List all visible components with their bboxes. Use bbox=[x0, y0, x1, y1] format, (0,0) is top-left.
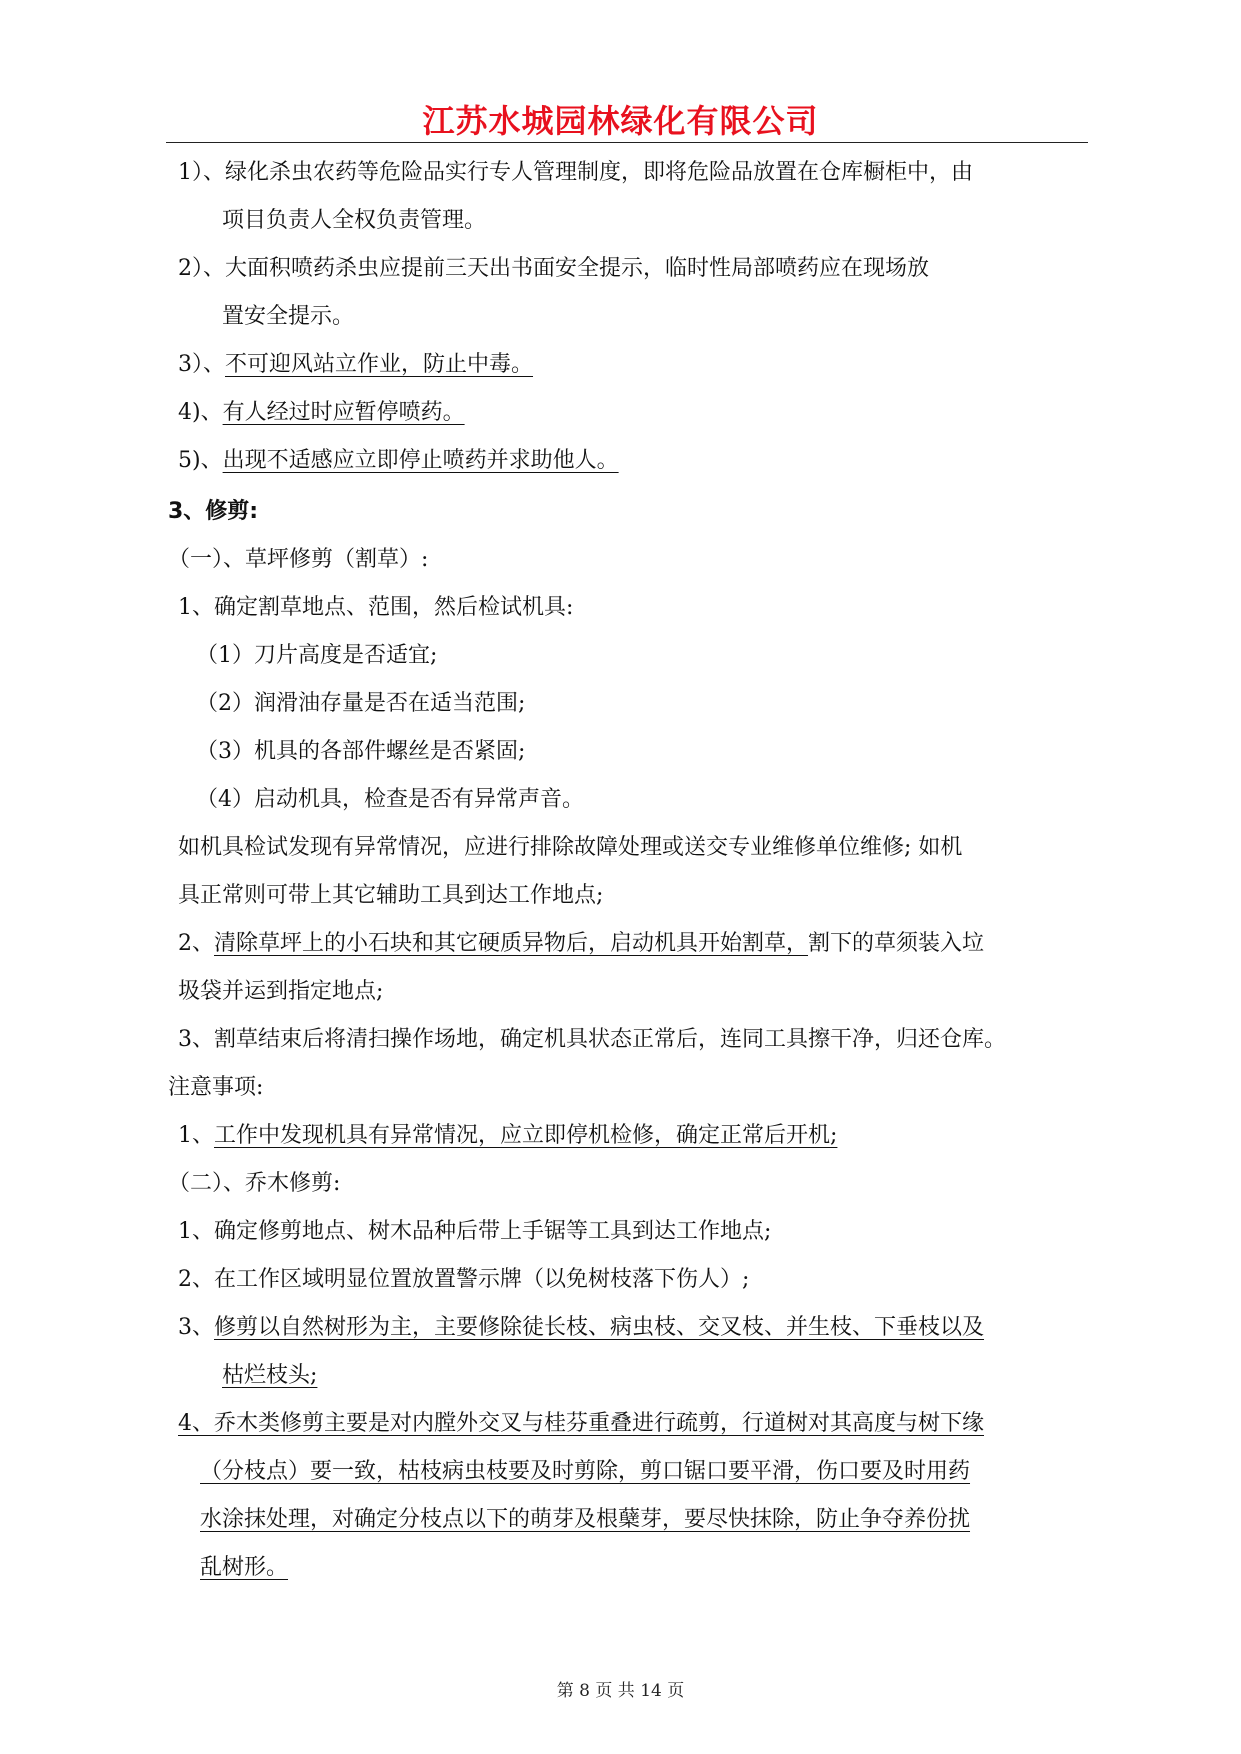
underlined-text: 出现不适感应立即停止喷药并求助他人。 bbox=[222, 448, 619, 473]
text-line: （2）润滑油存量是否在适当范围; bbox=[196, 691, 526, 716]
text-line: 圾袋并运到指定地点; bbox=[178, 979, 384, 1004]
text-line bbox=[178, 929, 984, 959]
text-line bbox=[178, 446, 619, 476]
underlined-text: 清除草坪上的小石块和其它硬质异物后，启动机具开始割草， bbox=[214, 931, 809, 956]
text-line: 项目负责人全权负责管理。 bbox=[222, 208, 487, 233]
text-line: 3、割草结束后将清扫操作场地，确定机具状态正常后，连同工具擦干净，归还仓库。 bbox=[178, 1027, 1006, 1052]
company-title: 江苏水城园林绿化有限公司 bbox=[422, 102, 819, 140]
text-line: （4）启动机具，检查是否有异常声音。 bbox=[196, 787, 584, 812]
text-line bbox=[178, 350, 533, 380]
text-line: 1、确定割草地点、范围，然后检试机具: bbox=[178, 595, 574, 620]
section-heading: 3、修剪: bbox=[168, 499, 259, 524]
text-line: （分枝点）要一致，枯枝病虫枝要及时剪除，剪口锯口要平滑，伤口要及时用药 bbox=[200, 1459, 971, 1484]
text-line: 注意事项: bbox=[168, 1075, 264, 1100]
line-prefix: 4)、 bbox=[178, 400, 223, 425]
text-line: 置安全提示。 bbox=[222, 304, 355, 329]
text-line bbox=[178, 1313, 984, 1343]
line-prefix: 5)、 bbox=[178, 448, 223, 473]
text-line: （1）刀片高度是否适宜; bbox=[196, 643, 438, 668]
underlined-text: 修剪以自然树形为主，主要修除徒长枝、病虫枝、交叉枝、并生枝、下垂枝以及 bbox=[214, 1315, 985, 1340]
page-number: 第 8 页 共 14 页 bbox=[556, 1681, 685, 1701]
line-prefix: 3）、 bbox=[178, 352, 225, 377]
text-line bbox=[178, 1121, 837, 1151]
underlined-text: 有人经过时应暂停喷药。 bbox=[222, 400, 465, 425]
text-line: （3）机具的各部件螺丝是否紧固; bbox=[196, 739, 526, 764]
underlined-text: 工作中发现机具有异常情况，应立即停机检修，确定正常后开机; bbox=[214, 1123, 838, 1148]
text-line: 枯烂枝头; bbox=[222, 1363, 318, 1388]
underlined-text: 不可迎风站立作业，防止中毒。 bbox=[225, 352, 534, 377]
text-line: 1）、绿化杀虫农药等危险品实行专人管理制度，即将危险品放置在仓库橱柜中，由 bbox=[178, 160, 973, 185]
text-line: （二）、乔木修剪: bbox=[168, 1171, 341, 1196]
header-divider bbox=[166, 142, 1088, 143]
text-line: （一）、草坪修剪（割草）: bbox=[168, 547, 429, 572]
text-line: 水涂抹处理，对确定分枝点以下的萌芽及根蘖芽，要尽快抹除，防止争夺养份扰 bbox=[200, 1507, 971, 1532]
line-prefix: 1、 bbox=[178, 1123, 214, 1148]
text-line: 4、乔木类修剪主要是对内膛外交叉与桂芬重叠进行疏剪，行道树对其高度与树下缘 bbox=[178, 1411, 984, 1436]
text-line: 具正常则可带上其它辅助工具到达工作地点; bbox=[178, 883, 604, 908]
text-line: 2）、大面积喷药杀虫应提前三天出书面安全提示，临时性局部喷药应在现场放 bbox=[178, 256, 929, 281]
line-prefix: 3、 bbox=[178, 1315, 214, 1340]
text-line: 1、确定修剪地点、树木品种后带上手锯等工具到达工作地点; bbox=[178, 1219, 772, 1244]
line-prefix: 2、 bbox=[178, 931, 214, 956]
line-suffix: 割下的草须装入垃 bbox=[808, 931, 985, 956]
text-line bbox=[178, 398, 465, 428]
text-line: 如机具检试发现有异常情况，应进行排除故障处理或送交专业维修单位维修; 如机 bbox=[178, 835, 963, 860]
text-line: 2、在工作区域明显位置放置警示牌（以免树枝落下伤人）; bbox=[178, 1267, 750, 1292]
text-line: 乱树形。 bbox=[200, 1555, 289, 1580]
